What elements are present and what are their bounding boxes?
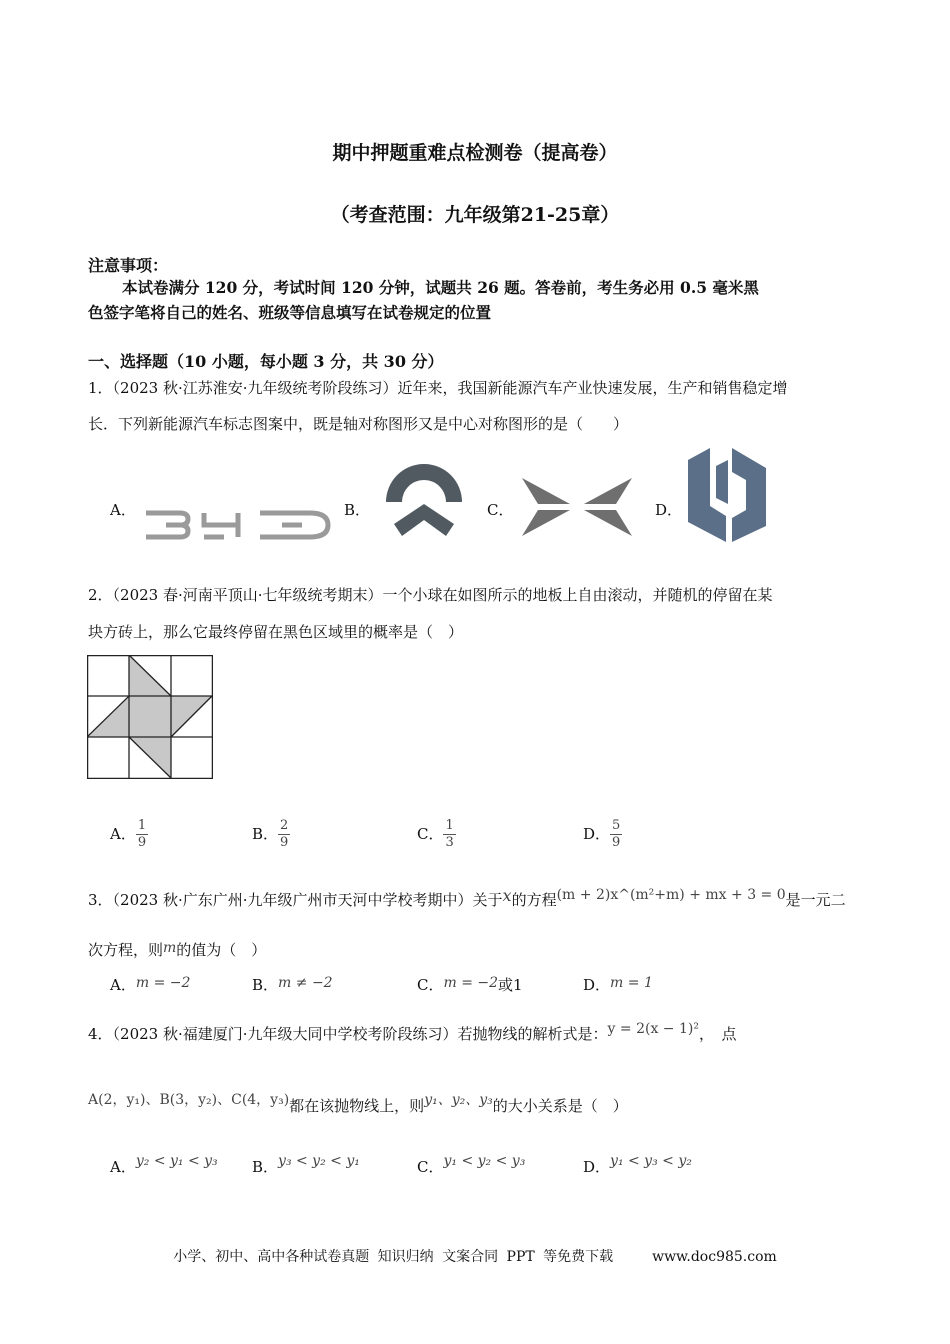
q1-option-c-label: C． <box>487 501 514 519</box>
q3-option-a-label: A． <box>110 976 136 994</box>
question-2-line-1: 2．（2023 春·河南平顶山·七年级统考期末）一个小球在如图所示的地板上自由滚动，并随机的停留在某 <box>88 586 773 604</box>
q2-option-a-denominator: 9 <box>137 835 147 850</box>
page-subtitle: （考查范围：九年级第21-25章） <box>330 204 620 226</box>
q2-option-c <box>417 818 456 851</box>
q2-option-d <box>583 818 622 851</box>
q3-var-x: x <box>502 886 512 905</box>
q2-option-c-denominator: 3 <box>445 835 454 850</box>
q4-option-b-label: B． <box>252 1158 279 1176</box>
footer-url[interactable]: www.doc985.com <box>652 1249 777 1265</box>
q4-prefix: 4．（2023 秋·福建厦门·九年级大同中学校考阶段练习）若抛物线的解析式是： <box>88 1025 608 1043</box>
q3-option-b-label: B． <box>252 976 279 994</box>
notice-line-1: 本试卷满分 120 分，考试时间 120 分钟，试题共 26 题。答卷前，考生务必用 0.5 毫米黑 <box>122 278 759 297</box>
page-title: 期中押题重难点检测卷（提高卷） <box>332 142 618 164</box>
q3-var-m: m <box>163 940 177 956</box>
q3-option-c-label: C． <box>417 976 444 994</box>
q2-option-b-label: B． <box>252 825 279 843</box>
q2-option-d-label: D． <box>583 825 611 843</box>
q3-option-c-extra: 或1 <box>498 976 523 994</box>
q3-option-b-expr: m ≠ −2 <box>278 975 333 991</box>
q2-option-a-label: A． <box>110 825 136 843</box>
lixiang-logo-icon <box>686 446 768 544</box>
q4-option-b-expr: y₃ < y₂ < y₁ <box>278 1153 360 1169</box>
q3-option-c-expr: m = −2 <box>443 975 499 991</box>
q4-points: A(2，y₁)、B(3，y₂)、C(4，y₃) <box>88 1092 290 1108</box>
q4-option-c <box>417 1153 526 1178</box>
page-footer <box>0 1246 950 1266</box>
xpeng-logo-icon <box>520 474 634 540</box>
q1-option-d-label: D． <box>655 501 683 519</box>
q4-line2-mid: 都在该抛物线上，则 <box>289 1097 425 1115</box>
q3-option-a-expr: m = −2 <box>135 975 191 991</box>
notice-line-2: 色签字笔将自己的姓名、班级等信息填写在试卷规定的位置 <box>88 303 492 322</box>
q2-option-a-numerator: 1 <box>137 818 147 833</box>
notice-heading: 注意事项： <box>88 256 169 275</box>
q4-suffix: ， 点 <box>698 1025 737 1043</box>
question-4-line-1 <box>88 1021 737 1045</box>
q2-option-b-numerator: 2 <box>280 818 289 833</box>
q4-option-a-expr: y₂ < y₁ < y₃ <box>135 1153 218 1169</box>
question-2-line-2: 块方砖上，那么它最终停留在黑色区域里的概率是（ ） <box>88 623 464 641</box>
q2-option-d-numerator: 5 <box>612 818 621 833</box>
q4-option-d-expr: y₁ < y₃ < y₂ <box>610 1153 692 1169</box>
q1-option-a-label: A． <box>110 501 136 519</box>
q2-option-d-denominator: 9 <box>612 835 621 850</box>
q3-option-b <box>252 975 333 996</box>
q4-option-a-label: A． <box>110 1158 136 1176</box>
q4-option-d-label: D． <box>583 1158 611 1176</box>
q4-option-c-expr: y₁ < y₂ < y₃ <box>443 1153 526 1169</box>
q2-option-c-numerator: 1 <box>445 818 454 833</box>
q3-option-d-label: D． <box>583 976 611 994</box>
q2-option-c-label: C． <box>417 825 444 843</box>
q3-option-a <box>110 975 190 996</box>
question-1-line-2: 长．下列新能源汽车标志图案中，既是轴对称图形又是中心对称图形的是（ ） <box>88 415 629 433</box>
q4-option-a <box>110 1153 218 1178</box>
q3-line2-prefix: 次方程，则 <box>88 941 164 959</box>
q4-equation: y = 2(x − 1)² <box>607 1021 699 1037</box>
byd-logo-icon <box>142 508 334 542</box>
footer-text: 小学、初中、高中各种试卷真题 知识归纳 文案合同 PPT 等免费下载 <box>173 1249 614 1265</box>
nio-logo-icon <box>384 462 464 538</box>
tile-floor-diagram <box>87 655 213 779</box>
q3-line2-suffix: 的值为（ ） <box>176 941 267 959</box>
q3-equation: (m + 2)x^(m²+m) + mx + 3 = 0 <box>556 887 786 903</box>
question-3-line-1 <box>88 886 846 911</box>
section-heading: 一、选择题（10 小题，每小题 3 分，共 30 分） <box>88 352 444 371</box>
q3-prefix: 3．（2023 秋·广东广州·九年级广州市天河中学校考期中）关于 <box>88 891 503 909</box>
question-1-line-1: 1．（2023 秋·江苏淮安·九年级统考阶段练习）近年来，我国新能源汽车产业快速发展，生产和销售稳定增 <box>88 379 788 397</box>
q3-suffix: 是一元二 <box>785 891 846 909</box>
q3-option-c <box>417 975 523 996</box>
q3-option-d-expr: m = 1 <box>610 975 653 991</box>
q1-option-b-label: B． <box>344 501 371 519</box>
q4-option-b <box>252 1153 360 1178</box>
q2-option-b <box>252 818 290 851</box>
q4-vars: y₁、y₂、y₃ <box>424 1092 493 1108</box>
q3-option-d <box>583 975 653 996</box>
q2-option-b-denominator: 9 <box>280 835 289 850</box>
question-3-line-2 <box>88 940 266 961</box>
q4-line2-suffix: 的大小关系是（ ） <box>492 1097 628 1115</box>
q2-option-a <box>110 818 148 851</box>
q4-option-c-label: C． <box>417 1158 444 1176</box>
question-4-line-2 <box>88 1092 628 1117</box>
q3-mid: 的方程 <box>511 891 557 909</box>
q4-option-d <box>583 1153 692 1178</box>
